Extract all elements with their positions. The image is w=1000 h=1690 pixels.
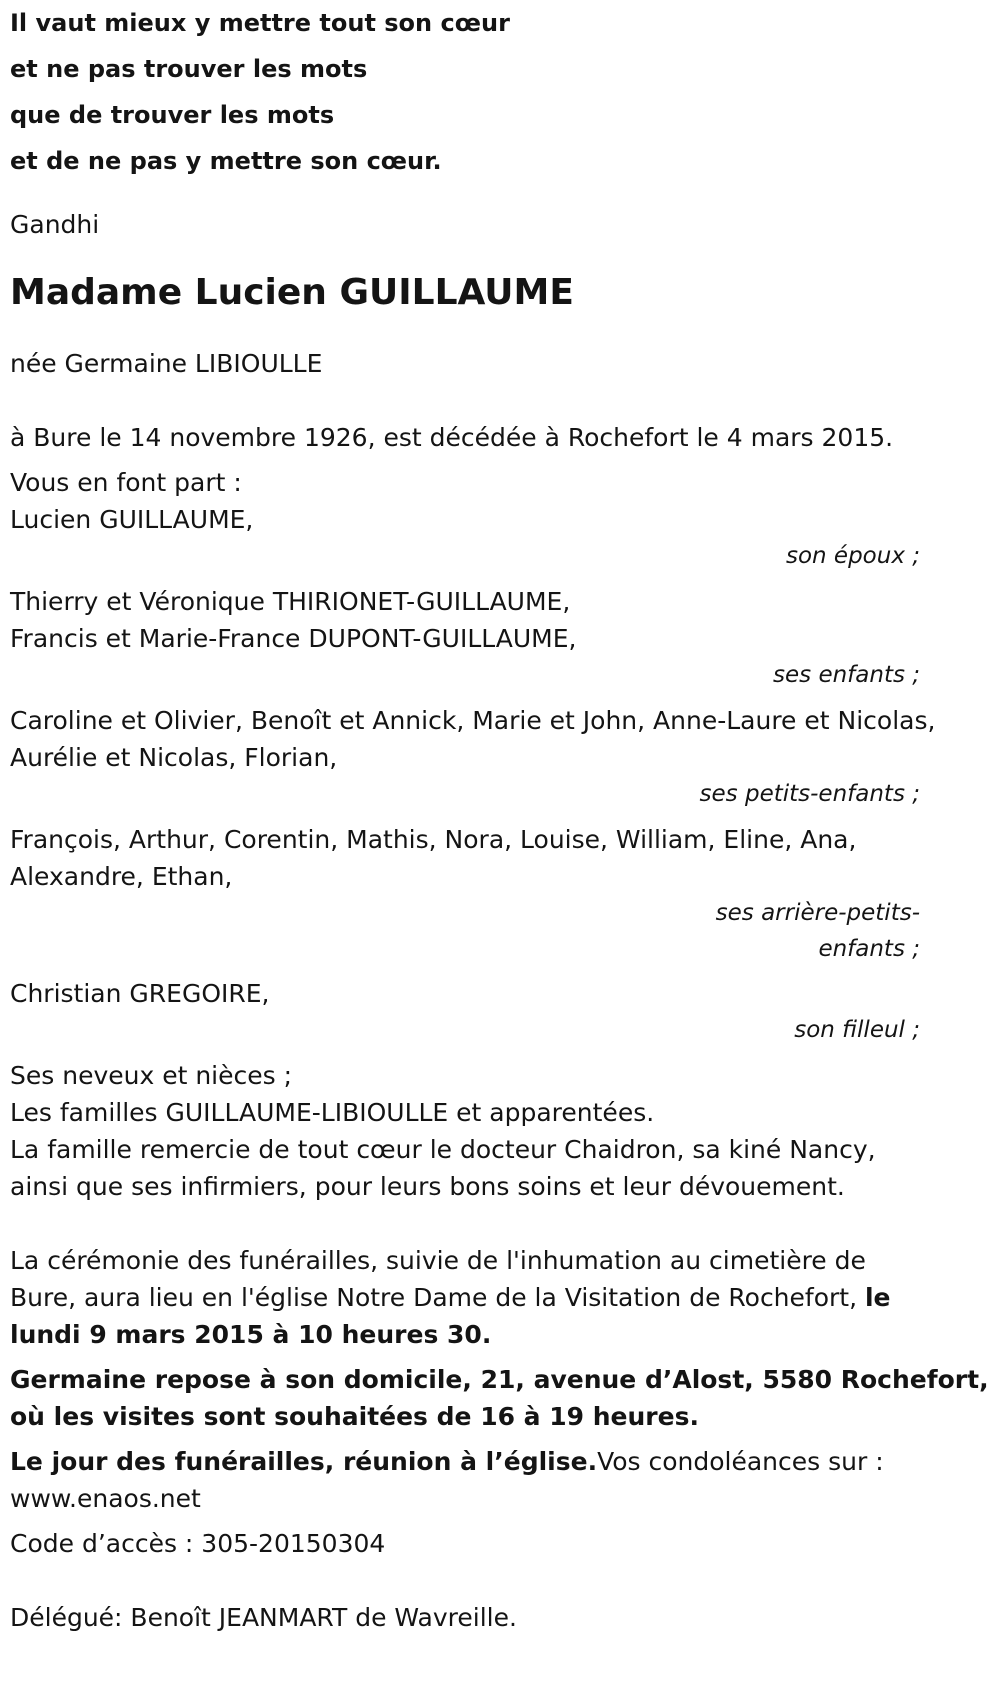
family-member-line: François, Arthur, Corentin, Mathis, Nora, Louise, William, Eline, Ana, xyxy=(10,825,857,854)
family-role: ses arrière-petits- xyxy=(715,900,920,926)
ceremony-text: Bure, aura lieu en l'église Notre Dame de la Visitation de Rochefort, xyxy=(10,1283,865,1312)
family-role: son époux ; xyxy=(785,543,920,569)
quote xyxy=(10,0,920,184)
repose-text: Germaine repose à son domicile, 21, avenue d’Alost, 5580 Rochefort, xyxy=(10,1365,989,1394)
ceremony-line: La cérémonie des funérailles, suivie de l'inhumation au cimetière de xyxy=(10,1246,866,1275)
family-role: ses enfants ; xyxy=(773,662,920,688)
condolences-website-link[interactable]: www.enaos.net xyxy=(10,1484,201,1513)
repose-text: où les visites sont souhaitées de 16 à 19 heures. xyxy=(10,1402,699,1431)
family-role: enfants ; xyxy=(818,936,920,962)
family-member-line: Lucien GUILLAUME, xyxy=(10,505,254,534)
other-family-line: Les familles GUILLAUME-LIBIOULLE et apparentées. xyxy=(10,1098,655,1127)
deceased-name: Madame Lucien GUILLAUME xyxy=(10,272,574,313)
family-member-line: Christian GREGOIRE, xyxy=(10,979,270,1008)
thanks-line: La famille remercie de tout cœur le docteur Chaidron, sa kiné Nancy, xyxy=(10,1135,876,1164)
ceremony-date-bold: le xyxy=(864,1283,891,1312)
quote-line: Il vaut mieux y mettre tout son cœur xyxy=(10,9,510,37)
quote-line: et de ne pas y mettre son cœur. xyxy=(10,147,442,175)
other-family-line: Ses neveux et nièces ; xyxy=(10,1061,293,1090)
announcement-intro: Vous en font part : xyxy=(10,468,242,497)
obituary-notice xyxy=(10,0,989,1636)
access-code: Code d’accès : 305-20150304 xyxy=(10,1529,386,1558)
repose-block xyxy=(10,1361,989,1435)
quote-line: et ne pas trouver les mots xyxy=(10,55,368,83)
family-role: ses petits-enfants ; xyxy=(699,781,920,807)
quote-line: que de trouver les mots xyxy=(10,101,335,129)
repose-line xyxy=(10,1361,989,1398)
funeral-day-block xyxy=(10,1443,920,1517)
spacer xyxy=(10,1205,920,1242)
birth-death-dates: à Bure le 14 novembre 1926, est décédée à Rochefort le 4 mars 2015. xyxy=(10,423,894,452)
family-member-line: Caroline et Olivier, Benoît et Annick, Marie et John, Anne-Laure et Nicolas, xyxy=(10,706,936,735)
ceremony-line xyxy=(10,1279,920,1316)
thanks-line: ainsi que ses infirmiers, pour leurs bons soins et leur dévouement. xyxy=(10,1172,845,1201)
ceremony-line xyxy=(10,1316,920,1353)
family-member-line: Aurélie et Nicolas, Florian, xyxy=(10,743,338,772)
funeral-day-line xyxy=(10,1443,920,1480)
funeral-day-bold: Le jour des funérailles, réunion à l’église. xyxy=(10,1447,598,1476)
condolences-text: Vos condoléances sur : xyxy=(597,1447,884,1476)
family-role: son filleul ; xyxy=(794,1017,920,1043)
family-member-line: Alexandre, Ethan, xyxy=(10,862,233,891)
birth-name: née Germaine LIBIOULLE xyxy=(10,349,323,378)
family-member-line: Francis et Marie-France DUPONT-GUILLAUME, xyxy=(10,624,577,653)
family-member-line: Thierry et Véronique THIRIONET-GUILLAUME, xyxy=(10,587,571,616)
delegate: Délégué: Benoît JEANMART de Wavreille. xyxy=(10,1603,517,1632)
repose-line xyxy=(10,1398,920,1435)
ceremony-date-bold: lundi 9 mars 2015 à 10 heures 30. xyxy=(10,1320,492,1349)
quote-author: Gandhi xyxy=(10,210,100,239)
